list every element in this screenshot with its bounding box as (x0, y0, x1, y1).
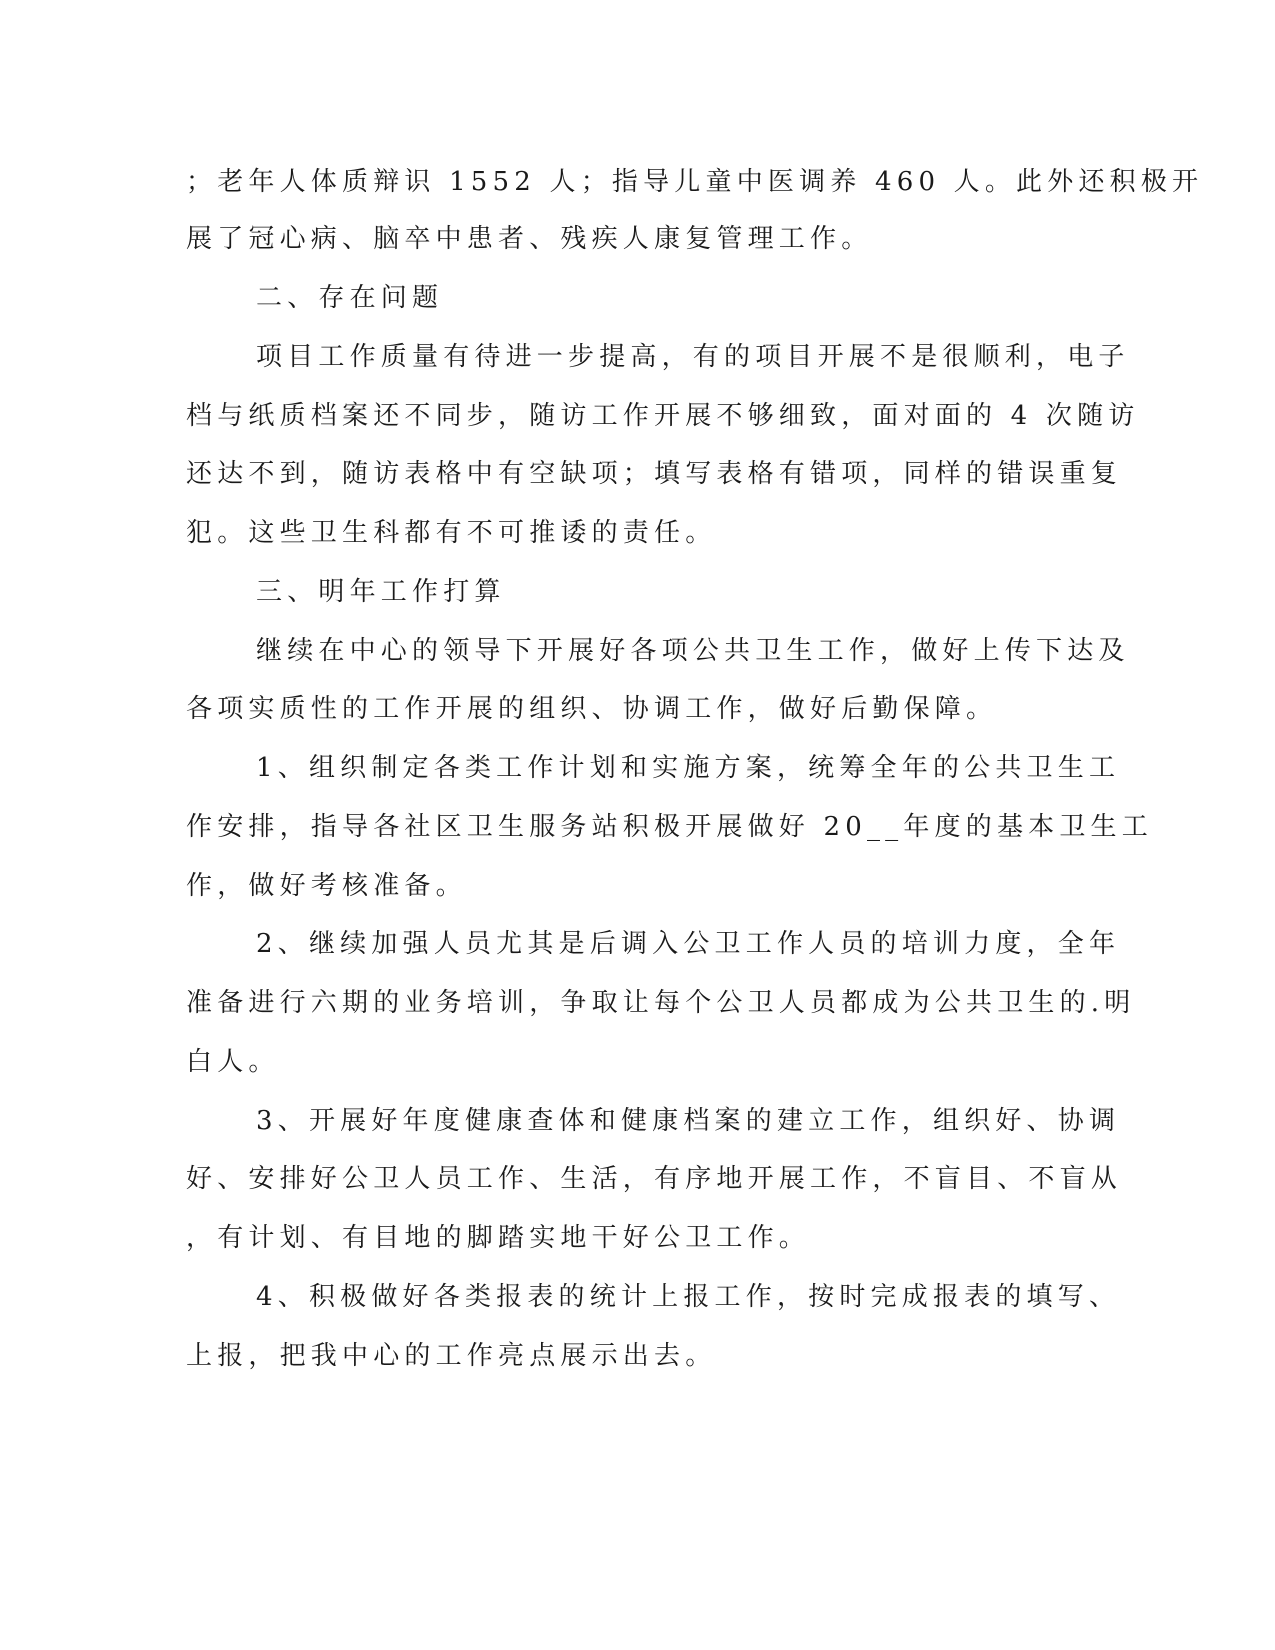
list-item-1-line: 作安排，指导各社区卫生服务站积极开展做好 20__年度的基本卫生工 (186, 812, 1153, 842)
list-item-1-line: 作，做好考核准备。 (186, 871, 467, 901)
text-line: 项目工作质量有待进一步提高，有的项目开展不是很顺利，电子 (256, 342, 1130, 372)
list-item-2-line: 2、继续加强人员尤其是后调入公卫工作人员的培训力度，全年 (256, 929, 1121, 959)
list-item-1-line: 1、组织制定各类工作计划和实施方案，统筹全年的公共卫生工 (256, 753, 1121, 783)
list-item-4-line: 4、积极做好各类报表的统计上报工作，按时完成报表的填写、 (256, 1282, 1121, 1312)
text-line: 展了冠心病、脑卒中患者、残疾人康复管理工作。 (186, 224, 873, 254)
section-heading: 二、存在问题 (256, 283, 444, 313)
list-item-2-line: 准备进行六期的业务培训，争取让每个公卫人员都成为公共卫生的.明 (186, 988, 1136, 1018)
text-line: 档与纸质档案还不同步，随访工作开展不够细致，面对面的 4 次随访 (186, 401, 1140, 431)
text-line: 各项实质性的工作开展的组织、协调工作，做好后勤保障。 (186, 694, 998, 724)
text-line: 继续在中心的领导下开展好各项公共卫生工作，做好上传下达及 (256, 636, 1130, 666)
list-item-4-line: 上报，把我中心的工作亮点展示出去。 (186, 1341, 717, 1371)
section-heading: 三、明年工作打算 (256, 577, 506, 607)
list-item-3-line: 好、安排好公卫人员工作、生活，有序地开展工作，不盲目、不盲从 (186, 1164, 1123, 1194)
text-line: ；老年人体质辩识 1552 人；指导儿童中医调养 460 人。此外还积极开 (186, 167, 1204, 197)
list-item-3-line: 3、开展好年度健康查体和健康档案的建立工作，组织好、协调 (256, 1106, 1121, 1136)
text-line: 犯。这些卫生科都有不可推诿的责任。 (186, 518, 717, 548)
list-item-2-line: 白人。 (186, 1047, 280, 1077)
text-line: 还达不到，随访表格中有空缺项；填写表格有错项，同样的错误重复 (186, 459, 1123, 489)
list-item-3-line: ，有计划、有目地的脚踏实地干好公卫工作。 (186, 1223, 811, 1253)
